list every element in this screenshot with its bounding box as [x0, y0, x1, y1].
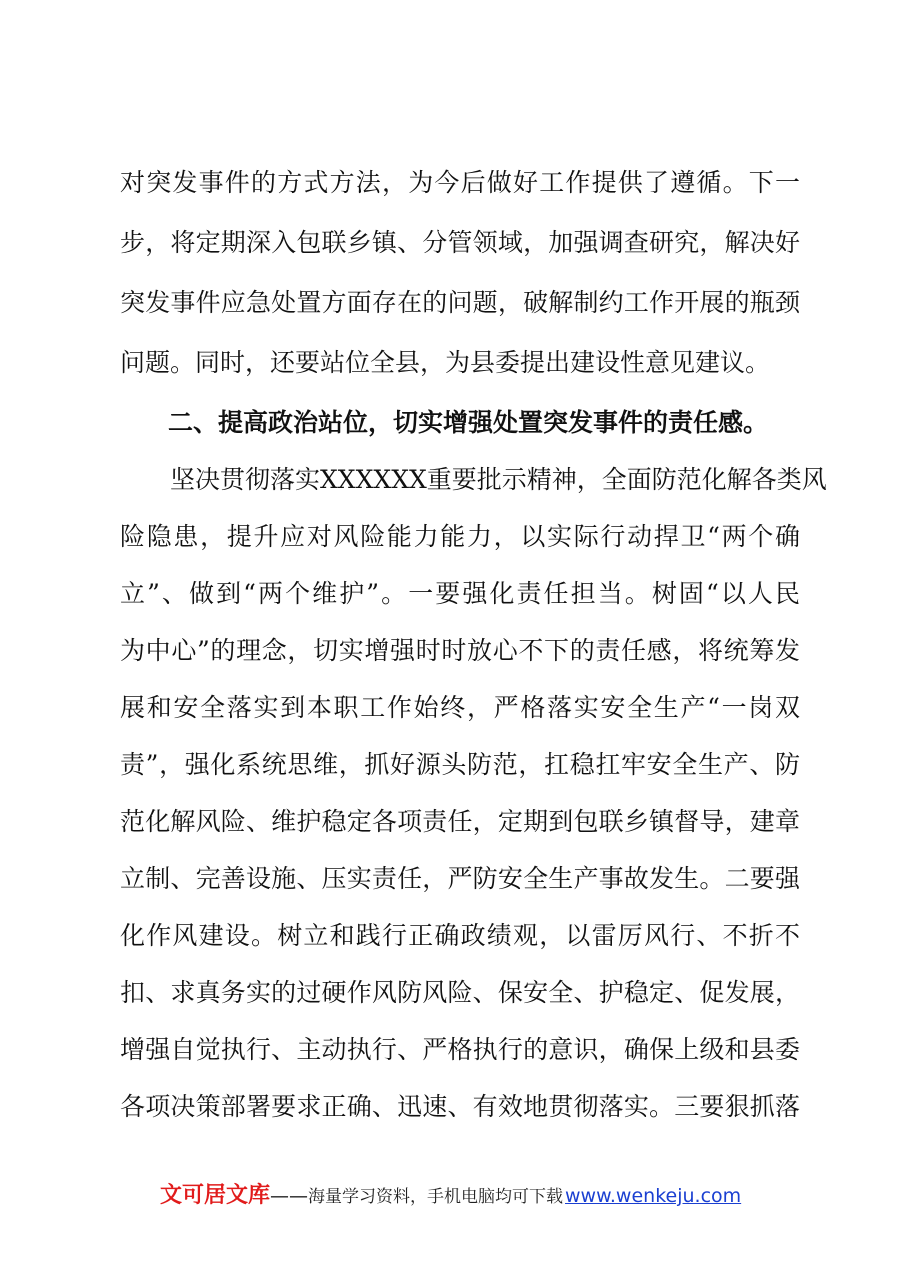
body-line-2: 步，将定期深入包联乡镇、分管领域，加强调查研究，解决好: [120, 228, 800, 257]
section-line-11: 增强自觉执行、主动执行、严格执行的意识，确保上级和县委: [120, 1035, 800, 1064]
section-line-3: 立”、做到“两个维护”。一要强化责任担当。树固“以人民: [120, 579, 800, 608]
section-line-12: 各项决策部署要求正确、迅速、有效地贯彻落实。三要狠抓落: [120, 1092, 800, 1121]
footer-brand: 文可居文库: [160, 1183, 271, 1208]
section-line-4: 为中心”的理念，切实增强时时放心不下的责任感，将统筹发: [120, 636, 800, 665]
body-line-4: 问题。同时，还要站位全县，为县委提出建设性意见建议。: [120, 348, 771, 377]
section-line-10: 扣、求真务实的过硬作风防风险、保安全、护稳定、促发展，: [120, 978, 800, 1007]
body-line-3: 突发事件应急处置方面存在的问题，破解制约工作开展的瓶颈: [120, 288, 800, 317]
footer-link[interactable]: www.wenkeju.com: [565, 1185, 742, 1207]
footer-banner: [160, 1181, 800, 1212]
section-line-8: 立制、完善设施、压实责任，严防安全生产事故发生。二要强: [120, 864, 800, 893]
section-heading: 二、提高政治站位，切实增强处置突发事件的责任感。: [168, 408, 769, 437]
section-line-1: 坚决贯彻落实XXXXXX重要批示精神，全面防范化解各类风: [170, 465, 827, 494]
footer-text: 海量学习资料，手机电脑均可下载: [308, 1187, 564, 1207]
section-line-6: 责”，强化系统思维，抓好源头防范，扛稳扛牢安全生产、防: [120, 750, 800, 779]
footer-separator: ——: [270, 1185, 309, 1207]
section-line-7: 范化解风险、维护稳定各项责任，定期到包联乡镇督导，建章: [120, 807, 800, 836]
section-line-5: 展和安全落实到本职工作始终，严格落实安全生产“一岗双: [120, 693, 800, 722]
section-line-9: 化作风建设。树立和践行正确政绩观，以雷厉风行、不折不: [120, 921, 800, 950]
body-line-1: 对突发事件的方式方法，为今后做好工作提供了遵循。下一: [120, 168, 800, 197]
section-line-2: 险隐患，提升应对风险能力能力，以实际行动捍卫“两个确: [120, 522, 800, 551]
